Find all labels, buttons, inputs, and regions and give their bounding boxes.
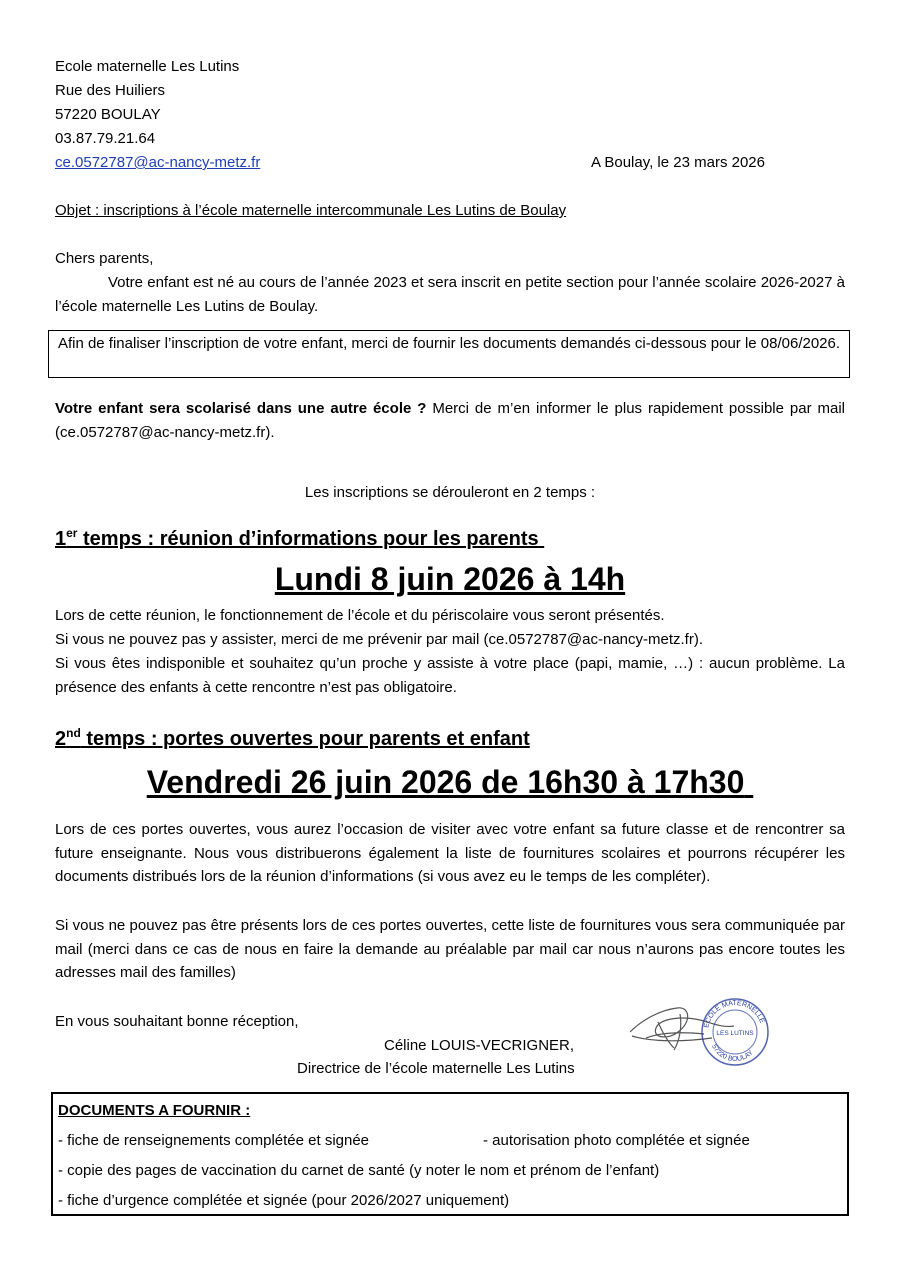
- step1-sup: er: [66, 526, 78, 540]
- document-item-urgence: - fiche d’urgence complétée et signée (pour 2026/2027 uniquement): [58, 1192, 510, 1209]
- document-item-photo: - autorisation photo complétée et signée: [483, 1132, 750, 1149]
- boxed-note: [48, 330, 850, 378]
- step1-number: 1: [55, 528, 67, 550]
- step2-heading: [55, 726, 530, 751]
- document-item-vaccination: - copie des pages de vaccination du carnet de santé (y noter le nom et prénom de l’enfant): [58, 1162, 660, 1179]
- step1-heading: [55, 526, 544, 551]
- documents-title: DOCUMENTS A FOURNIR :: [58, 1102, 251, 1119]
- signature-and-stamp: [622, 992, 772, 1072]
- school-email-link[interactable]: ce.0572787@ac-nancy-metz.fr: [55, 154, 261, 171]
- school-name: Ecole maternelle Les Lutins: [55, 58, 240, 75]
- documents-box: [51, 1092, 849, 1216]
- step2-date-text: Vendredi 26 juin 2026 de 16h30 à 17h30: [146, 764, 745, 800]
- other-school-paragraph: [55, 397, 845, 444]
- step2-paragraph-1: Lors de ces portes ouvertes, vous aurez l’occasion de visiter avec votre enfant sa future classe et de rencontrer sa future enseignante. Nous vous distribuerons également la liste de fournitures scolaires et pourrons récupérer les documents distribués lors de la réunion d’informations (si vous avez eu le temps de les compléter).: [55, 821, 845, 885]
- school-phone: 03.87.79.21.64: [55, 130, 156, 147]
- intro-paragraph: Votre enfant est né au cours de l’année 2023 et sera inscrit en petite section pour l’année scolaire 2026-2027 à l’école maternelle Les Lutins de Boulay.: [55, 274, 845, 315]
- step2-sup: nd: [66, 726, 81, 740]
- subject-line: Objet : inscriptions à l’école maternelle intercommunale Les Lutins de Boulay: [55, 202, 567, 219]
- greeting: Chers parents,: [55, 250, 154, 267]
- school-city: 57220 BOULAY: [55, 106, 161, 123]
- step2-paragraph-2: Si vous ne pouvez pas être présents lors de ces portes ouvertes, cette liste de fournitures vous sera communiquée par mail (merci dans ce cas de nous en faire la demande au préalable par mail car nous n’aurons pas encore toutes les adresses mail des familles): [55, 917, 845, 981]
- signature-stamp-graphic: [622, 992, 772, 1072]
- other-school-text: Merci de m’en informer le plus rapidement possible par mail (ce.0572787@ac-nancy-metz.fr).: [55, 400, 845, 441]
- step2-title: temps : portes ouvertes pour parents et enfant: [80, 728, 530, 750]
- step2-date: [0, 760, 900, 804]
- stamp-text-middle: LES LUTINS: [716, 1030, 754, 1037]
- closing-text: En vous souhaitant bonne réception,: [55, 1013, 299, 1030]
- boxed-note-text: Afin de finaliser l’inscription de votre enfant, merci de fournir les documents demandés ci-dessous pour le 08/06/2026.: [57, 335, 841, 352]
- school-street: Rue des Huiliers: [55, 82, 166, 99]
- date-place: A Boulay, le 23 mars 2026: [591, 154, 765, 171]
- step2-number: 2: [55, 728, 67, 750]
- stamp-text-top: ECOLE MATERNELLE: [703, 999, 766, 1029]
- other-school-question: Votre enfant sera scolarisé dans une autre école ?: [55, 400, 427, 417]
- step1-line-3: Si vous êtes indisponible et souhaitez qu’un proche y assiste à votre place (papi, mamie, …) : aucun problème. La présence des enfants à cette rencontre n’est pas obligatoire.: [55, 655, 845, 696]
- step1-line-1: Lors de cette réunion, le fonctionnement de l’école et du périscolaire vous seront présentés.: [55, 607, 665, 624]
- step1-date: Lundi 8 juin 2026 à 14h: [274, 561, 626, 597]
- stamp-text-bottom: 57220 BOULAY: [710, 1043, 755, 1064]
- signer-role: Directrice de l’école maternelle Les Lutins: [297, 1060, 575, 1077]
- signer-name: Céline LOUIS-VECRIGNER,: [384, 1037, 575, 1054]
- two-steps-intro: Les inscriptions se dérouleront en 2 temps :: [304, 484, 596, 501]
- step1-title: temps : réunion d’informations pour les parents: [77, 528, 539, 550]
- step1-line-2: Si vous ne pouvez pas y assister, merci de me prévenir par mail (ce.0572787@ac-nancy-metz.fr).: [55, 631, 704, 648]
- document-item-renseignements: - fiche de renseignements complétée et signée: [58, 1132, 370, 1149]
